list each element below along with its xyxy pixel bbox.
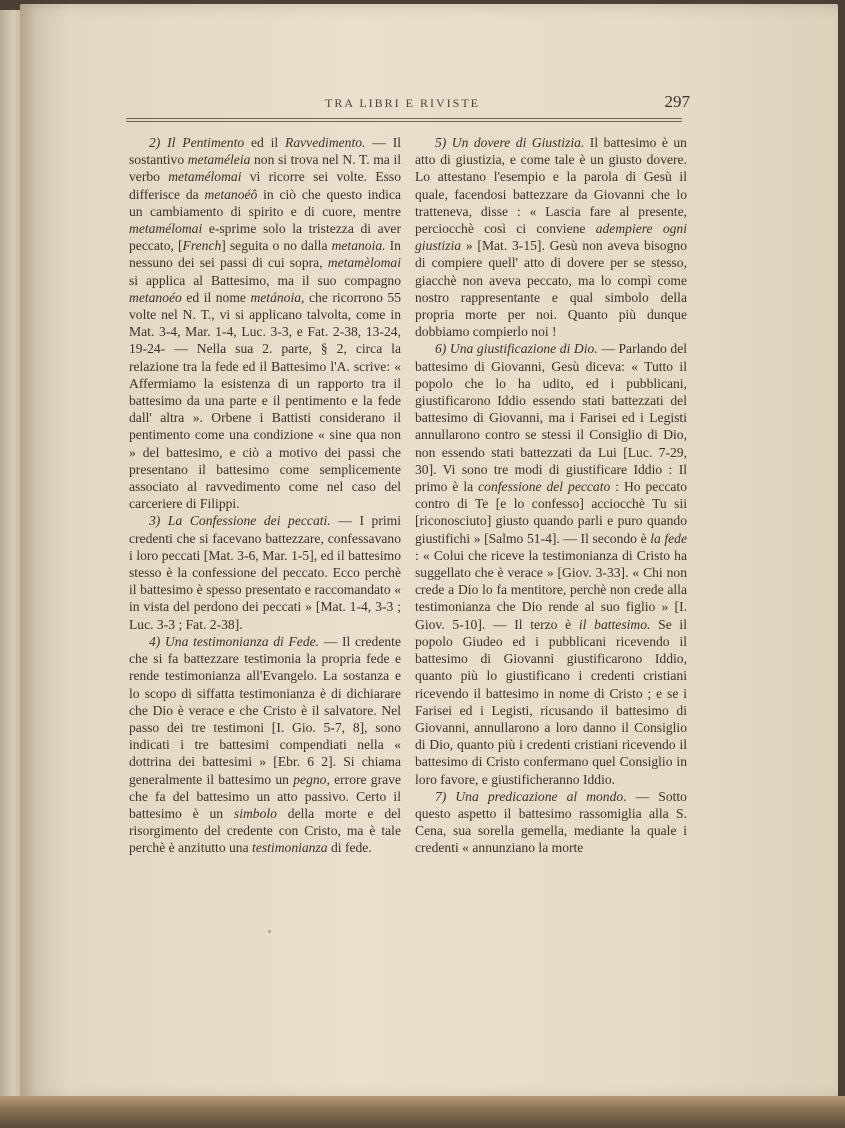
text-run: » [Mat. 3-15]. Gesù non aveva bisogno di compiere quell' atto di dovere per se stesso, giacchè non aveva peccato, ma lo compì come nostro rappresentante e qual simbolo della propria morte per noi. Quanto più dunque dobbiamo compierlo noi ! (415, 238, 687, 340)
italic-text: 2) Il Pentimento (149, 135, 245, 150)
running-head (120, 92, 690, 114)
running-title: TRA LIBRI E RIVISTE (325, 96, 480, 110)
italic-text: 7) Una predicazione al mondo. (435, 788, 627, 804)
text-run: in ciò che questo indica un cambiamento di spirito e di cuore, mentre (129, 186, 401, 219)
header-rule (126, 118, 682, 119)
text-run: — Il sostantivo (129, 135, 401, 168)
text-run: — Parlando del battesimo di Giovanni, Gesù diceva: « Tutto il popolo che lo ha udito, ed i pubblicani, giustificarono Iddio essendo stati battezzati del battesimo di Giovanni, ma i Farisei ed i Legisti annullarono contro se stessi il Consiglio di Dio, non essendo stati battezzati da Lui [Luc. 7-29, 30]. Vi sono tre modi di giustificare Iddio : Il primo è la (415, 341, 688, 495)
text-run: non si trova nel N. T. ma il verbo (129, 152, 401, 185)
text-run: : « Colui che riceve la testimonianza di Cristo ha suggellato che è verace » [Giov. 3-33]. « Chi non crede a Dio lo fa mentitore, perchè non crede alla testimonianza che Dio rende al suo figlio » [I. Giov. 5-10]. — Il terzo è (415, 547, 687, 632)
text-run: — I primi credenti che si facevano battezzare, confessavano i loro peccati [Mat. 3-6, Mar. 1-5], ed il battesimo stesso è la confessione del peccato. Ecco perchè il battesimo è spesso presentato e raccomandato « in vista del perdono dei peccati » [Mat. 1-4, 3-3 ; Luc. 3-3 ; Fat. 2-38]. (129, 513, 401, 632)
italic-text: adempiere ogni giustizia (415, 221, 688, 254)
paragraph (415, 788, 687, 857)
text-run: : Ho peccato contro di Te [e lo confesso] acciocchè Tu sii [riconosciuto] giusto quando parli e puro quando giustifichi » [Salmo 51-4]. — Il secondo è (415, 479, 687, 546)
text-run: della morte e del risorgimento del credente con Cristo, ma è tale perchè è anzitutto una (129, 805, 401, 856)
italic-text: metánoia, (250, 289, 305, 305)
italic-text: 5) Un dovere di Giustizia. (435, 135, 585, 150)
text-run: — Sotto questo aspetto il battesimo rassomiglia alla S. Cena, sua sorella gemella, mediante la quale i credenti « annunziano la morte (415, 788, 687, 856)
text-run: ed il nome (181, 289, 251, 305)
italic-text: il battesimo. (578, 616, 651, 632)
italic-text: metanoéo (129, 289, 182, 305)
italic-text: French (182, 238, 222, 254)
italic-text: 4) Una testimonianza di Fede. (149, 633, 320, 649)
italic-text: 6) Una giustificazione di Dio. (435, 341, 598, 357)
italic-text: simbolo (233, 805, 277, 821)
paragraph (129, 512, 401, 632)
italic-text: la fede (650, 530, 687, 546)
italic-text: metamélomai (129, 221, 203, 237)
text-run: si applica al Battesimo, ma il suo compagno (129, 272, 401, 288)
italic-text: confessione del peccato (478, 479, 611, 495)
italic-text: metanoia. (331, 238, 386, 254)
text-run: — Il credente che si fa battezzare testimonia la propria fede e rende testimonianza all'Evangelo. La sostanza e lo scopo di siffatta testimonianza è di dichiarare che Dio è verace e che Cristo è il salvatore. Nel passo dei tre testimoni [I. Gio. 5-7, 8], sono indicati i tre battesimi compendiati nella « dottrina dei battesimi » [Ebr. 6 2]. Si chiama generalmente il battesimo un (129, 633, 401, 787)
text-run: ] seguita o no dalla (221, 238, 332, 254)
paper-spot (268, 930, 271, 933)
text-run: vi ricorre sei volte. Esso differisce da (129, 169, 401, 202)
left-text-column (129, 134, 401, 857)
right-text-column (415, 134, 687, 857)
italic-text: metamèlomai (327, 255, 401, 271)
text-run: errore grave che fa del battesimo un atto passivo. Certo il battesimo è un (129, 771, 401, 821)
page-number: 297 (664, 92, 690, 111)
text-run: di fede. (327, 840, 372, 856)
italic-text: pegno, (293, 771, 330, 787)
italic-text: metaméleia (187, 152, 251, 168)
italic-text: 3) La Confessione dei peccati. (149, 513, 331, 529)
text-run: Se il popolo Giudeo ed i pubblicani ricevendo il battesimo di Giovanni giustificarono Iddio, quanto più lo giustificano i credenti cristiani ricevendo il battesimo in nome di Cristo ; e se i Farisei ed i Legisti, ricusando il battesimo di Giovanni, annullarono a loro danno il Consiglio di Dio, quanto più i credenti cristiani ricevendo il battesimo di Cristo confermano quel Consiglio in loro favore, e giustificheranno Iddio. (415, 616, 687, 787)
italic-text: metanoéô (204, 186, 258, 202)
header-rule-secondary (126, 121, 682, 122)
paragraph (129, 134, 401, 512)
text-run: e-sprime solo la tristezza di aver peccato, [ (129, 221, 401, 254)
text-run: Il battesimo è un atto di giustizia, e come tale è un giusto dovere. Lo attestano l'esempio e la parola di Gesù il quale, facendosi battezzare da Giovanni che lo tratteneva, disse : « Lascia fare al presente, perciocchè così ci conviene (415, 135, 687, 237)
italic-text: metamélomai (168, 169, 242, 185)
italic-text: testimonianza (252, 840, 328, 856)
paragraph (129, 633, 401, 857)
paragraph (415, 134, 687, 340)
text-run: ed il (244, 135, 286, 150)
italic-text: Ravvedimento. (285, 135, 366, 150)
text-run: In nessuno dei sei passi di cui sopra, (129, 238, 401, 271)
text-run: che ricorrono 55 volte nel N. T., vi si applicano talvolta, come in Mat. 3-4, Mar. 1-4, Luc. 3-3, e Fat. 2-38, 13-24, 19-24- — Nella sua 2. parte, § 2, circa la relazione tra la fede ed il Battesimo l'A. scrive: « Affermiamo la esistenza di un rapporto tra il battesimo da una parte e il pentimento e la fede dall' altra ». Orbene i Battisti considerano il pentimento come una condizione « sine qua non » del battesimo, e ciò a motivo dei passi che presentano il battesimo come semplicemente associato al ravvedimento come nel caso del carceriere di Filippi. (129, 289, 401, 512)
paragraph (415, 340, 687, 787)
page-bottom-edge (0, 1096, 845, 1128)
